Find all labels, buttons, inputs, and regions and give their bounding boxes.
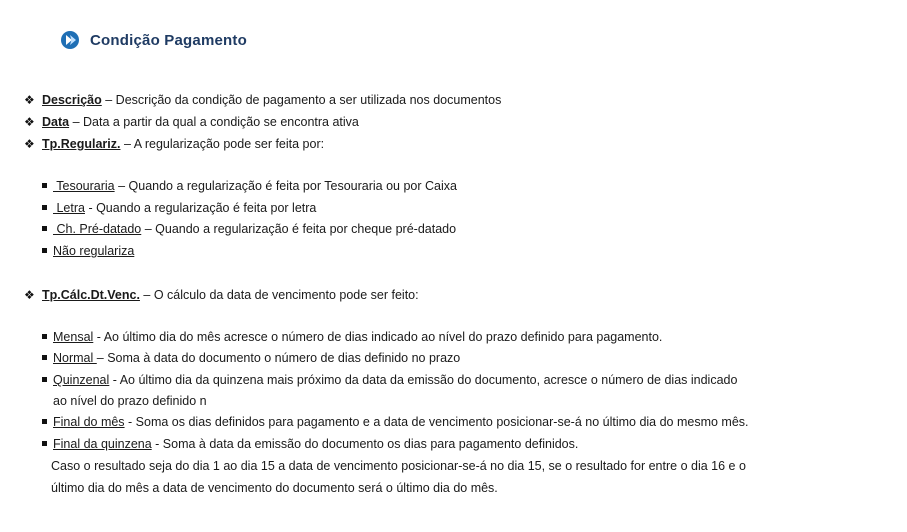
sub-item-nao-regulariza: Não regulariza: [42, 243, 134, 259]
diamond-bullet-icon: ❖: [24, 93, 35, 107]
page-title: Condição Pagamento: [90, 31, 247, 49]
list-item-tp-regulariz: ❖ Tp.Regulariz. – A regularização pode ser feita por:: [24, 137, 325, 151]
square-bullet-icon: [42, 377, 47, 382]
arrow-badge-icon: [60, 30, 80, 50]
quinzenal-continuation: ao nível do prazo definido n: [53, 394, 207, 408]
sub-item-normal: Normal – Soma à data do documento o número de dias definido no prazo: [42, 350, 460, 366]
final-quinzena-continuation-2: último dia do mês a data de vencimento do documento será o último dia do mês.: [51, 481, 498, 495]
sub-item-final-do-mes: Final do mês - Soma os dias definidos para pagamento e a data de vencimento posicionar-se-á no último dia do mesmo mês.: [42, 414, 749, 430]
diamond-bullet-icon: ❖: [24, 137, 35, 151]
sub-item-ch-pre-datado: Ch. Pré-datado – Quando a regularização é feita por cheque pré-datado: [42, 221, 456, 237]
square-bullet-icon: [42, 205, 47, 210]
list-item-descricao: ❖ Descrição – Descrição da condição de pagamento a ser utilizada nos documentos: [24, 93, 502, 107]
square-bullet-icon: [42, 419, 47, 424]
section-header: [60, 26, 247, 54]
square-bullet-icon: [42, 441, 47, 446]
sub-item-tesouraria: Tesouraria – Quando a regularização é feita por Tesouraria ou por Caixa: [42, 178, 457, 194]
square-bullet-icon: [42, 355, 47, 360]
square-bullet-icon: [42, 334, 47, 339]
sub-item-mensal: Mensal - Ao último dia do mês acresce o número de dias indicado ao nível do prazo definido para pagamento.: [42, 329, 662, 345]
square-bullet-icon: [42, 183, 47, 188]
sub-item-letra: Letra - Quando a regularização é feita por letra: [42, 200, 316, 216]
diamond-bullet-icon: ❖: [24, 115, 35, 129]
final-quinzena-continuation-1: Caso o resultado seja do dia 1 ao dia 15 a data de vencimento posicionar-se-á no dia 15, se o resultado for entre o dia 16 e o: [51, 459, 746, 473]
square-bullet-icon: [42, 248, 47, 253]
diamond-bullet-icon: ❖: [24, 288, 35, 302]
list-item-tp-calc-dt-venc: ❖ Tp.Cálc.Dt.Venc. – O cálculo da data de vencimento pode ser feito:: [24, 288, 419, 302]
list-item-data: ❖ Data – Data a partir da qual a condição se encontra ativa: [24, 115, 359, 129]
sub-item-quinzenal: Quinzenal - Ao último dia da quinzena mais próximo da data da emissão do documento, acresce o número de dias indicado: [42, 372, 737, 388]
sub-item-final-da-quinzena: Final da quinzena - Soma à data da emissão do documento os dias para pagamento definidos.: [42, 436, 578, 452]
square-bullet-icon: [42, 226, 47, 231]
